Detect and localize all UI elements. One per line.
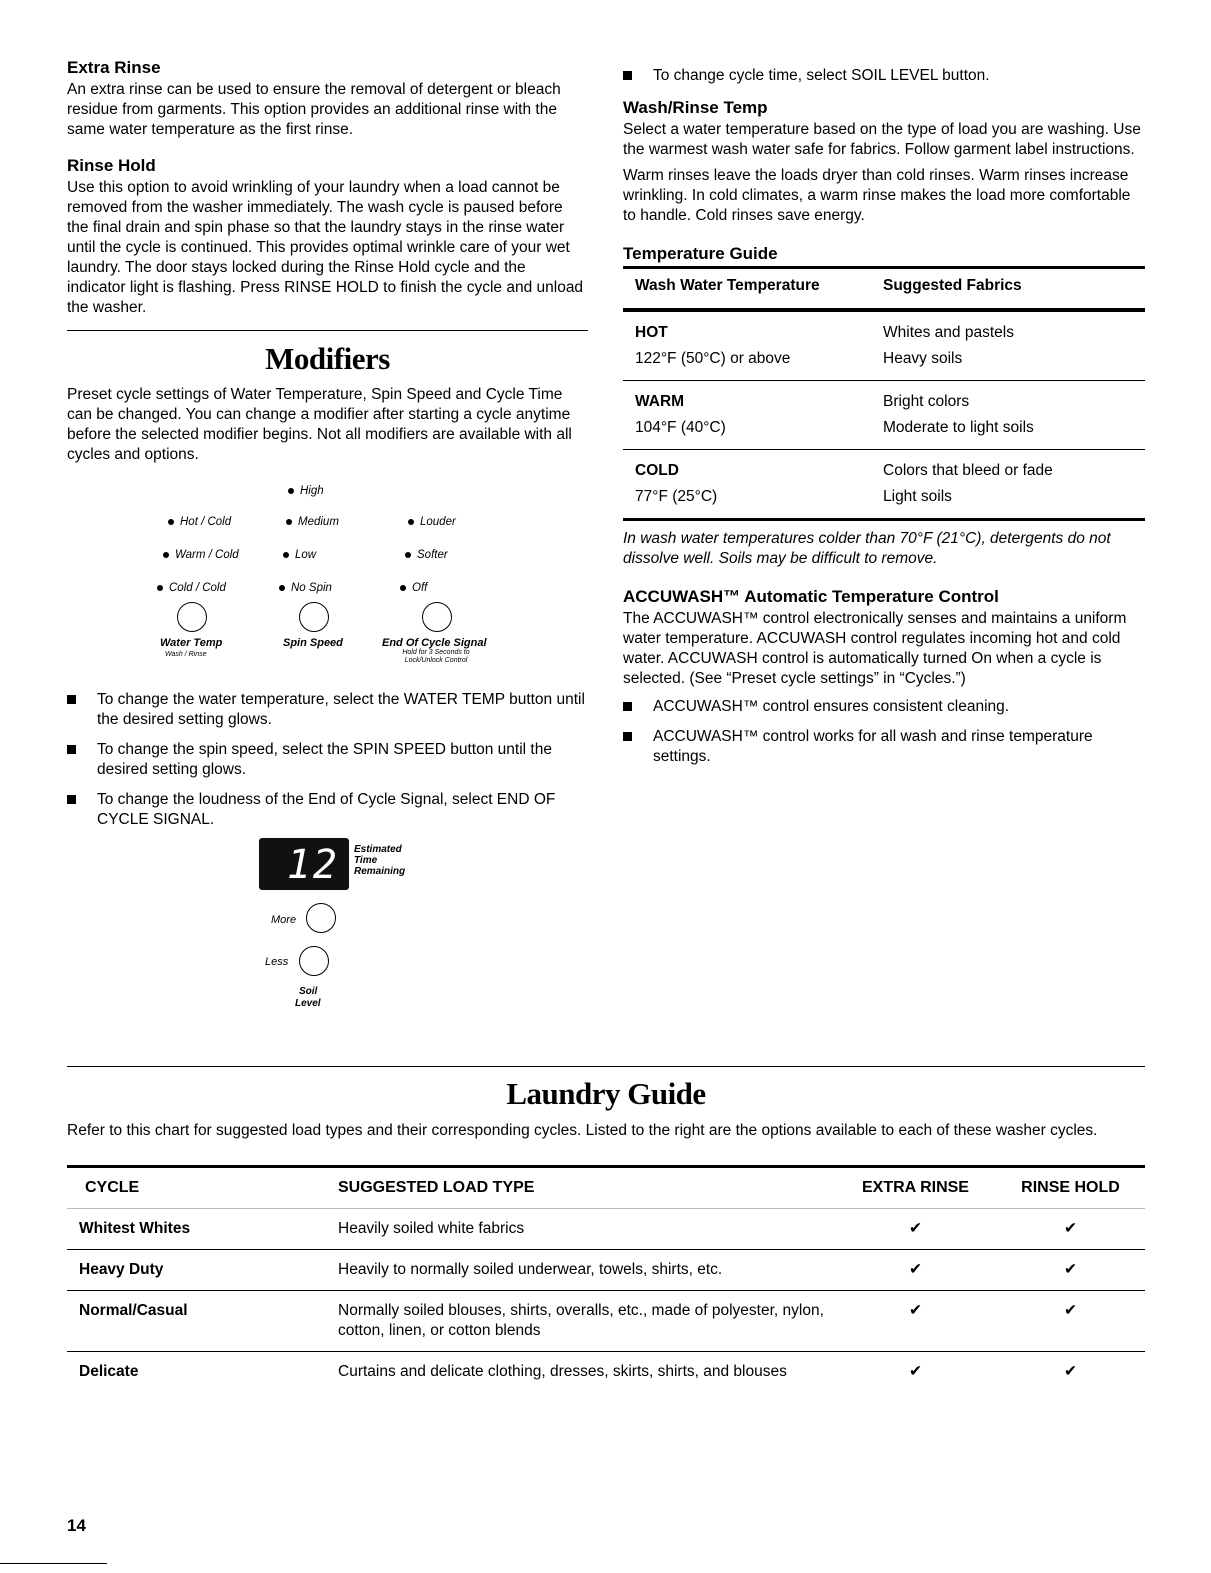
estimated-time-label: Estimated Time Remaining xyxy=(354,844,406,877)
wash-rinse-heading: Wash/Rinse Temp xyxy=(623,98,768,117)
indicator-light xyxy=(163,552,169,558)
modifiers-title: Modifiers xyxy=(265,341,390,376)
indicator-light xyxy=(286,519,292,525)
modifiers-intro: Preset cycle settings of Water Temperature, Spin Speed and Cycle Time can be changed. You can change a modifier after starting a cycle anytime before the selected modifier begins. Not all modifiers are available with all cycles and options. xyxy=(67,386,572,463)
table-header: Wash Water Temperature Suggested Fabrics xyxy=(623,269,1145,312)
more-label: More xyxy=(271,914,297,926)
wash-rinse-text-2: Warm rinses leave the loads dryer than cold rinses. Warm rinses increase wrinkling. In cold climates, a warm rinse makes the load more comfortable to handle. Cold rinses save energy. xyxy=(623,167,1131,224)
check-icon: ✔ xyxy=(909,1220,922,1237)
table-row: Normal/Casual Normally soiled blouses, shirts, overalls, etc., made of polyester, nylon, cotton, linen, or cotton blends ✔ ✔ xyxy=(67,1291,1145,1352)
extra-rinse-heading: Extra Rinse xyxy=(67,58,161,77)
bullet-square xyxy=(67,795,76,804)
bullet-square xyxy=(67,745,76,754)
bullet-square xyxy=(623,71,632,80)
option-cold-cold: Cold / Cold xyxy=(157,582,226,594)
table-row: COLD 77°F (25°C) Colors that bleed or fade Light soils xyxy=(623,449,1145,518)
bullet-square xyxy=(623,732,632,741)
indicator-light xyxy=(408,519,414,525)
indicator-light xyxy=(279,585,285,591)
page-number: 14 xyxy=(67,1516,86,1535)
time-display: 12 xyxy=(259,838,349,890)
laundry-guide-table xyxy=(67,1165,1145,1392)
option-warm-cold: Warm / Cold xyxy=(163,549,239,561)
bullet-square xyxy=(67,695,76,704)
list-item: ACCUWASH™ control works for all wash and rinse temperature settings. xyxy=(623,727,1145,767)
list-item: To change the spin speed, select the SPIN SPEED button until the desired setting glows. xyxy=(67,740,588,780)
more-button[interactable] xyxy=(306,903,336,933)
soil-level-panel xyxy=(67,838,588,1018)
option-louder: Louder xyxy=(408,516,456,528)
soil-label: Soil xyxy=(299,986,318,997)
option-low: Low xyxy=(283,549,316,561)
list-item: ACCUWASH™ control ensures consistent cleaning. xyxy=(623,697,1145,717)
table-row: WARM 104°F (40°C) Bright colors Moderate to light soils xyxy=(623,380,1145,449)
section-divider xyxy=(67,1066,1145,1067)
water-temp-button[interactable] xyxy=(177,602,207,632)
list-item: To change cycle time, select SOIL LEVEL button. xyxy=(623,66,1145,86)
extra-rinse-text: An extra rinse can be used to ensure the removal of detergent or bleach residue from garments. This option provides an additional rinse with the same water temperature as the first rinse. xyxy=(67,81,561,138)
check-icon: ✔ xyxy=(1064,1363,1077,1380)
accuwash-heading: ACCUWASH™ Automatic Temperature Control xyxy=(623,587,999,606)
bullet-square xyxy=(623,702,632,711)
less-button[interactable] xyxy=(299,946,329,976)
end-of-cycle-signal-sublabel: Hold for 3 Seconds to Lock/Unlock Control xyxy=(402,649,470,664)
left-column xyxy=(67,58,588,1018)
spin-speed-label: Spin Speed xyxy=(283,637,343,649)
check-icon: ✔ xyxy=(909,1363,922,1380)
list-item: To change the loudness of the End of Cycle Signal, select END OF CYCLE SIGNAL. xyxy=(67,790,588,830)
laundry-guide-title: Laundry Guide xyxy=(506,1076,706,1111)
table-header: CYCLE SUGGESTED LOAD TYPE EXTRA RINSE RINSE HOLD xyxy=(67,1168,1145,1209)
check-icon: ✔ xyxy=(1064,1261,1077,1278)
indicator-light xyxy=(288,488,294,494)
indicator-light xyxy=(283,552,289,558)
wash-rinse-text-1: Select a water temperature based on the type of load you are washing. Use the warmest wash water safe for fabrics. Follow garment label instructions. xyxy=(623,121,1141,158)
option-high: High xyxy=(288,485,324,497)
table-row: Delicate Curtains and delicate clothing, dresses, skirts, shirts, and blouses ✔ ✔ xyxy=(67,1352,1145,1392)
end-of-cycle-signal-button[interactable] xyxy=(422,602,452,632)
option-medium: Medium xyxy=(286,516,339,528)
option-no-spin: No Spin xyxy=(279,582,332,594)
check-icon: ✔ xyxy=(1064,1220,1077,1237)
spin-speed-button[interactable] xyxy=(299,602,329,632)
less-label: Less xyxy=(265,956,289,968)
rinse-hold-text: Use this option to avoid wrinkling of your laundry when a load cannot be removed from the washer immediately. The wash cycle is paused before the final drain and spin phase so that the laundry stays in the rinse water until the cycle is continued. This provides optimal wrinkle care of your wet laundry. The door stays locked during the Rinse Hold cycle and the indicator light is flashing. Press RINSE HOLD to finish the cycle and unload the washer. xyxy=(67,179,584,316)
option-off: Off xyxy=(400,582,427,594)
water-temp-sublabel: Wash / Rinse xyxy=(165,651,207,658)
temperature-guide-heading: Temperature Guide xyxy=(623,244,778,263)
indicator-light xyxy=(400,585,406,591)
water-temp-label: Water Temp xyxy=(160,637,223,649)
modifiers-control-panel xyxy=(67,477,588,672)
check-icon: ✔ xyxy=(1064,1302,1077,1319)
table-row: HOT 122°F (50°C) or above Whites and pastels Heavy soils xyxy=(635,324,1014,367)
option-hot-cold: Hot / Cold xyxy=(168,516,231,528)
rinse-hold-heading: Rinse Hold xyxy=(67,156,156,175)
option-softer: Softer xyxy=(405,549,448,561)
table-row: Whitest Whites Heavily soiled white fabrics ✔ ✔ xyxy=(67,1209,1145,1250)
footer-rule xyxy=(0,1563,107,1564)
laundry-guide-intro: Refer to this chart for suggested load types and their corresponding cycles. Listed to the right are the options available to each of these washer cycles. xyxy=(67,1122,1098,1139)
indicator-light xyxy=(168,519,174,525)
list-item: To change the water temperature, select the WATER TEMP button until the desired setting glows. xyxy=(67,690,588,730)
level-label: Level xyxy=(295,998,321,1009)
right-column xyxy=(623,58,1145,777)
end-of-cycle-signal-label: End Of Cycle Signal xyxy=(382,637,487,649)
section-divider xyxy=(67,330,588,331)
temperature-note: In wash water temperatures colder than 70°F (21°C), detergents do not dissolve well. Soils may be difficult to remove. xyxy=(623,530,1111,567)
indicator-light xyxy=(405,552,411,558)
indicator-light xyxy=(157,585,163,591)
check-icon: ✔ xyxy=(909,1302,922,1319)
check-icon: ✔ xyxy=(909,1261,922,1278)
accuwash-text: The ACCUWASH™ control electronically senses and maintains a uniform water temperature. ACCUWASH control regulates incoming hot and cold water. ACCUWASH control is automatically turned On when a cycle is selected. (See “Preset cycle settings” in “Cycles.”) xyxy=(623,610,1127,687)
temperature-guide-table xyxy=(623,266,1145,521)
table-row: Heavy Duty Heavily to normally soiled underwear, towels, shirts, etc. ✔ ✔ xyxy=(67,1250,1145,1291)
